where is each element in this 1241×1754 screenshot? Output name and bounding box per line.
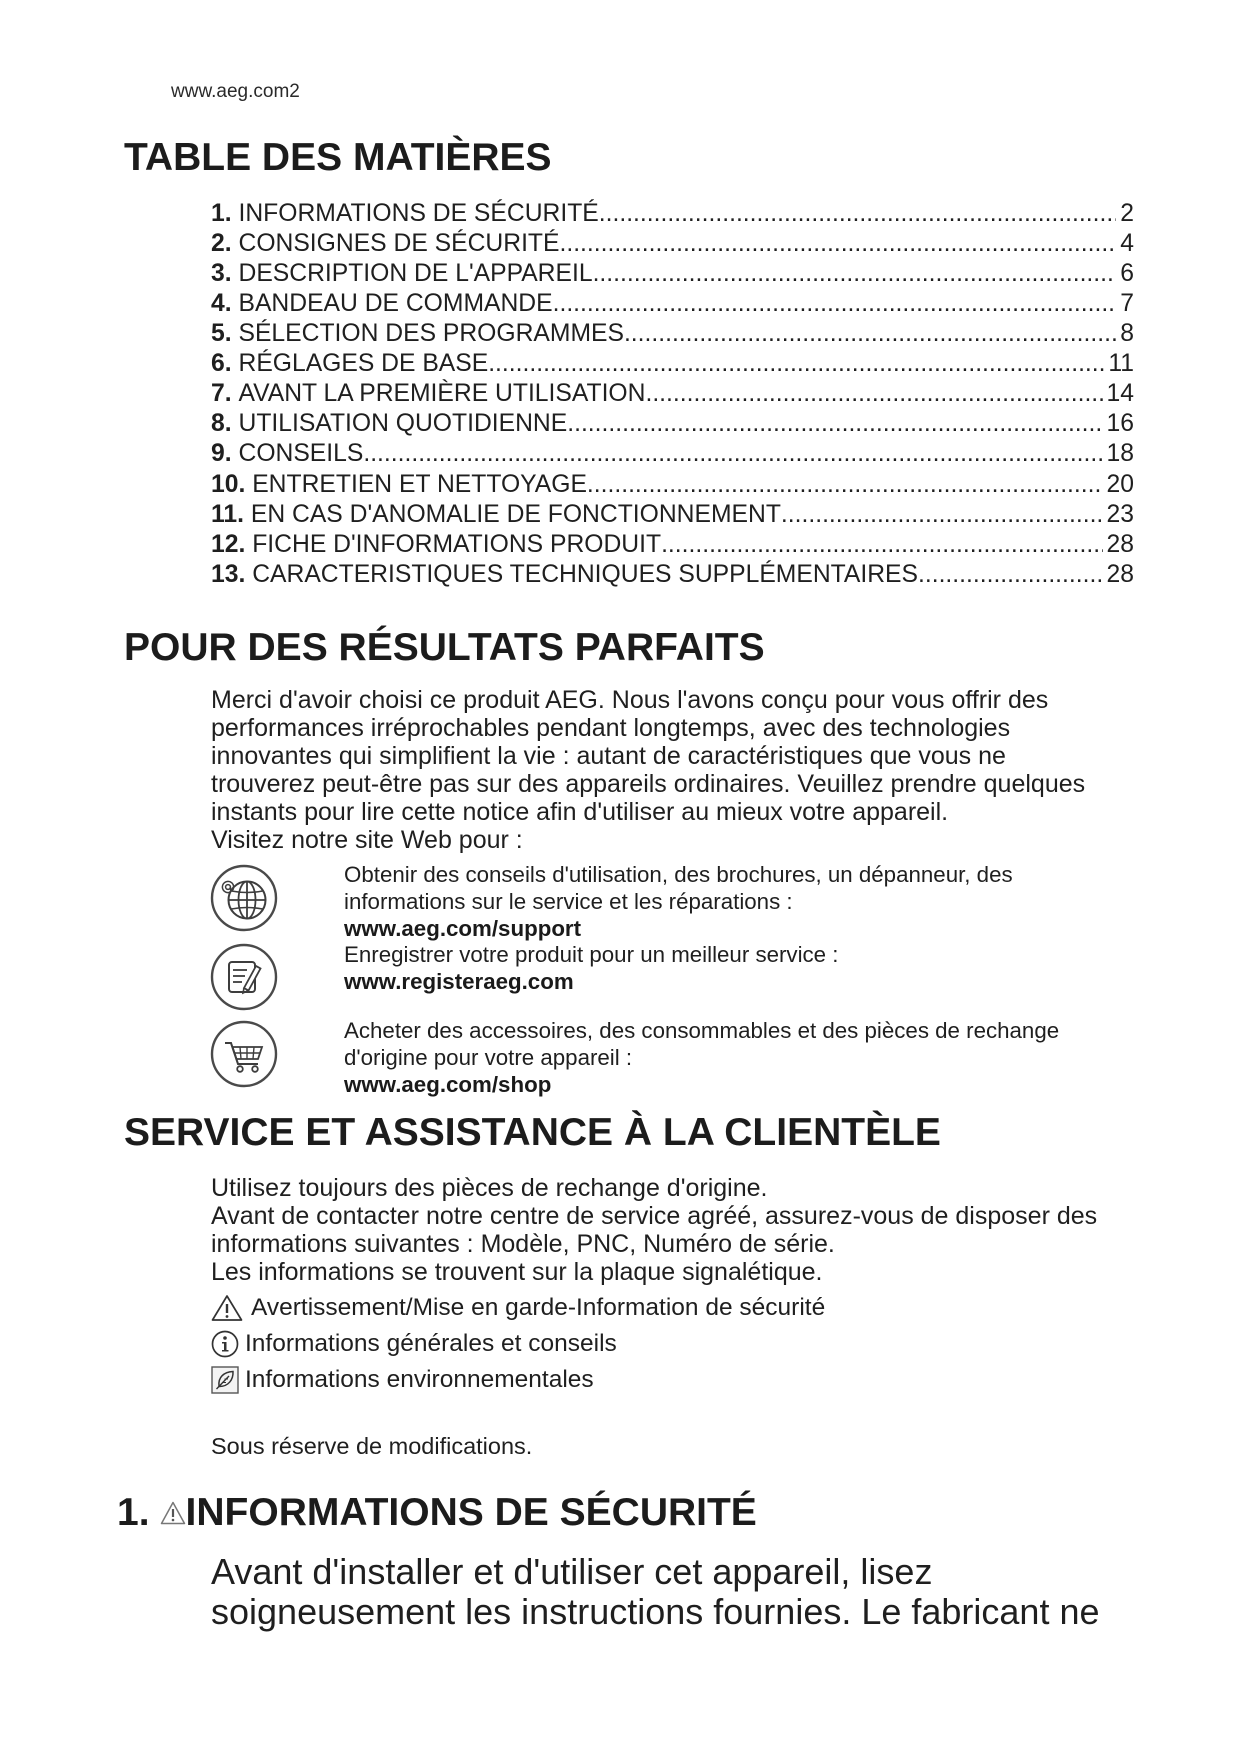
toc-item-number: 7.: [211, 380, 232, 408]
support-link[interactable]: www.aeg.com/support: [344, 915, 582, 941]
legend-label: Avertissement/Mise en garde-Information de sécurité: [251, 1294, 826, 1321]
service-line: Avant de contacter notre centre de service agréé, assurez-vous de disposer des: [211, 1202, 1098, 1230]
toc-item-number: 3.: [211, 259, 232, 287]
toc-item-page: 6: [1120, 259, 1134, 287]
toc-item-number: 13.: [211, 560, 246, 588]
toc-dot-leader: [587, 470, 1103, 500]
toc-dot-leader: [363, 439, 1102, 469]
toc-item-4[interactable]: [211, 289, 1134, 319]
warning-icon: [211, 1294, 251, 1322]
toc-item-page: 8: [1120, 320, 1134, 348]
toc-dot-leader: [553, 289, 1117, 319]
toc-item-label: CONSIGNES DE SÉCURITÉ: [238, 229, 560, 257]
support-description: informations sur le service et les réparations :: [344, 888, 793, 914]
toc-item-12[interactable]: [211, 530, 1134, 560]
toc-item-label: BANDEAU DE COMMANDE: [238, 289, 553, 317]
toc-item-9[interactable]: [211, 439, 1134, 469]
section-1-heading: [117, 1490, 757, 1536]
toc-item-label: FICHE D'INFORMATIONS PRODUIT: [252, 530, 662, 558]
service-line: Les informations se trouvent sur la plaque signalétique.: [211, 1258, 823, 1286]
intro-line: instants pour lire cette notice afin d'utiliser au mieux votre appareil.: [211, 797, 949, 826]
legend-item-info: [211, 1326, 825, 1362]
visit-website-text: Visitez notre site Web pour :: [211, 825, 523, 854]
toc-item-number: 5.: [211, 320, 232, 348]
service-paragraph: [211, 1174, 1097, 1286]
intro-line: innovantes qui simplifient la vie : autant de caractéristiques que vous ne: [211, 741, 1006, 770]
toc-item-number: 9.: [211, 440, 232, 468]
toc-item-page: 4: [1120, 229, 1134, 257]
legend-label: Informations environnementales: [245, 1366, 594, 1393]
toc-item-6[interactable]: [211, 349, 1134, 379]
section-title: INFORMATIONS DE SÉCURITÉ: [185, 1491, 757, 1534]
toc-item-page: 16: [1106, 410, 1134, 438]
toc-item-page: 11: [1108, 350, 1134, 378]
toc-dot-leader: [781, 500, 1103, 530]
toc-dot-leader: [488, 349, 1104, 379]
toc-item-number: 10.: [211, 470, 246, 498]
intro-title: POUR DES RÉSULTATS PARFAITS: [124, 626, 765, 669]
toc-dot-leader: [567, 409, 1102, 439]
change-notice: Sous réserve de modifications.: [211, 1433, 533, 1459]
toc-dot-leader: [645, 379, 1102, 409]
intro-line: trouverez peut-être pas sur des appareils ordinaires. Veuillez prendre quelques: [211, 769, 1086, 798]
toc-item-number: 11.: [211, 500, 244, 528]
service-title: SERVICE ET ASSISTANCE À LA CLIENTÈLE: [124, 1111, 941, 1154]
support-description: Obtenir des conseils d'utilisation, des brochures, un dépanneur, des: [344, 861, 1013, 887]
toc-item-number: 6.: [211, 350, 232, 378]
toc-dot-leader: [559, 229, 1116, 259]
intro-line: Merci d'avoir choisi ce produit AEG. Nous l'avons conçu pour vous offrir des: [211, 685, 1049, 714]
warning-icon: [160, 1501, 186, 1525]
page-header-url: www.aeg.com2: [171, 81, 300, 102]
toc-title: TABLE DES MATIÈRES: [124, 135, 552, 179]
toc-item-page: 28: [1106, 530, 1134, 558]
toc-item-number: 4.: [211, 289, 232, 317]
shop-link-block: [344, 1017, 1059, 1098]
toc-item-page: 14: [1106, 380, 1134, 408]
service-line: informations suivantes : Modèle, PNC, Numéro de série.: [211, 1230, 835, 1258]
globe-icon: [209, 863, 279, 933]
section-1-line: soigneusement les instructions fournies. Le fabricant ne: [211, 1590, 1100, 1632]
toc-item-label: RÉGLAGES DE BASE: [238, 350, 489, 378]
toc-dot-leader: [624, 319, 1116, 349]
shop-description: d'origine pour votre appareil :: [344, 1045, 633, 1070]
toc-item-page: 23: [1106, 500, 1134, 528]
section-1-intro: [211, 1552, 1100, 1631]
legend-item-warning: [211, 1290, 825, 1326]
support-link-block: [344, 861, 1013, 942]
leaf-icon: [211, 1366, 245, 1394]
shop-link[interactable]: www.aeg.com/shop: [344, 1072, 552, 1097]
toc-item-label: SÉLECTION DES PROGRAMMES: [238, 320, 624, 348]
section-1-line: Avant d'installer et d'utiliser cet appareil, lisez: [211, 1551, 933, 1592]
toc-item-label: DESCRIPTION DE L'APPAREIL: [238, 259, 593, 287]
toc-item-page: 2: [1120, 199, 1134, 227]
info-icon: [211, 1330, 245, 1358]
symbol-legend: [211, 1290, 825, 1398]
toc-item-2[interactable]: [211, 229, 1134, 259]
toc-item-label: ENTRETIEN ET NETTOYAGE: [252, 470, 587, 498]
toc-item-label: EN CAS D'ANOMALIE DE FONCTIONNEMENT: [250, 500, 781, 528]
toc-item-page: 20: [1106, 470, 1134, 498]
shopping-cart-icon: [209, 1019, 279, 1089]
register-link[interactable]: www.registeraeg.com: [344, 968, 574, 994]
toc-item-page: 7: [1120, 289, 1134, 317]
toc-dot-leader: [661, 530, 1102, 560]
toc-item-number: 12.: [211, 530, 246, 558]
toc-item-11[interactable]: [211, 500, 1134, 530]
service-line: Utilisez toujours des pièces de rechange d'origine.: [211, 1174, 768, 1202]
toc-item-8[interactable]: [211, 409, 1134, 439]
toc-item-1[interactable]: [211, 199, 1134, 229]
register-product-icon: [209, 942, 279, 1012]
toc-item-number: 8.: [211, 410, 232, 438]
register-description: Enregistrer votre produit pour un meilleur service :: [344, 941, 839, 967]
toc-item-label: AVANT LA PREMIÈRE UTILISATION: [238, 380, 646, 408]
toc-item-label: CONSEILS: [238, 440, 364, 468]
toc-item-label: CARACTERISTIQUES TECHNIQUES SUPPLÉMENTAIRES: [252, 560, 918, 588]
toc-item-number: 2.: [211, 229, 232, 257]
intro-paragraph: [211, 686, 1085, 854]
toc-item-page: 28: [1106, 560, 1134, 588]
section-number: 1.: [117, 1491, 150, 1534]
shop-description: Acheter des accessoires, des consommables et des pièces de rechange: [344, 1018, 1060, 1043]
toc-item-3[interactable]: [211, 259, 1134, 289]
toc-dot-leader: [599, 199, 1117, 229]
toc-item-label: UTILISATION QUOTIDIENNE: [238, 410, 568, 438]
intro-line: performances irréprochables pendant longtemps, avec des technologies: [211, 713, 1011, 742]
table-of-contents: [211, 199, 1134, 590]
legend-label: Informations générales et conseils: [245, 1330, 617, 1357]
toc-dot-leader: [918, 560, 1103, 590]
register-link-block: [344, 941, 838, 995]
toc-item-page: 18: [1106, 440, 1134, 468]
toc-item-label: INFORMATIONS DE SÉCURITÉ: [238, 199, 599, 227]
toc-item-13[interactable]: [211, 560, 1134, 590]
legend-item-environment: [211, 1362, 825, 1398]
toc-item-10[interactable]: [211, 470, 1134, 500]
toc-dot-leader: [593, 259, 1117, 289]
toc-item-number: 1.: [211, 199, 232, 227]
toc-item-5[interactable]: [211, 319, 1134, 349]
toc-item-7[interactable]: [211, 379, 1134, 409]
